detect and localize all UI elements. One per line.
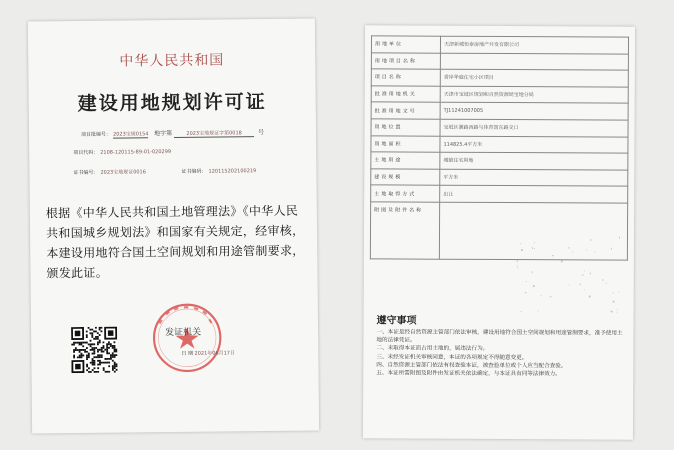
table-row	[371, 169, 628, 187]
speckle	[533, 285, 535, 287]
certificate-title: 建设用地规划许可证	[77, 91, 267, 115]
notice-item: 二、未取得本证而占用土地的，属违法行为。	[376, 345, 489, 353]
issue-date-label: 日 期	[181, 350, 193, 357]
row-label: 用地位置	[371, 119, 440, 136]
issue-date-value: 2021年06月17日	[194, 350, 236, 357]
row-value: 出让	[440, 186, 628, 204]
speckle	[589, 296, 590, 297]
speckle	[550, 296, 551, 297]
speckle	[521, 249, 523, 251]
issue-date-row	[181, 349, 235, 357]
cert-code-value: 120115202100219	[208, 168, 257, 175]
cert-number-label: 证书编号：	[73, 169, 99, 177]
notice-item: 三、未经发证机关审核同意，本证的各项规定不得随意变更。	[376, 353, 528, 361]
speckle	[602, 279, 603, 280]
land-label: 地字第	[154, 130, 173, 138]
speckle	[616, 312, 617, 313]
speckle	[520, 243, 521, 244]
notice-item: 一、本证是经自然资源主管部门依法审核，建设用地符合国土空间规划和用途管制要求，准予使用土地的法律凭证。	[376, 329, 623, 344]
row-label: 批准用地文号	[371, 102, 440, 119]
speckle	[580, 284, 582, 286]
row-value: 平方米	[440, 169, 628, 187]
qr-code-icon	[71, 327, 117, 373]
speckle	[613, 292, 614, 293]
row-label: 土地用途	[371, 152, 440, 169]
project-number-value: 2023宝规0154	[113, 131, 149, 138]
row-value: 城镇住宅用地	[440, 152, 628, 170]
row-value: TJ11241007005	[440, 103, 628, 121]
row-label: 批准用地机关	[371, 86, 440, 103]
speckle	[611, 311, 613, 313]
speckle	[568, 284, 570, 286]
certificate-back-page	[363, 25, 635, 439]
country-name: 中华人民共和国	[119, 52, 225, 70]
speckle	[590, 273, 591, 274]
speckle	[521, 311, 522, 312]
table-row	[371, 52, 628, 70]
speckle	[568, 247, 569, 248]
project-number-row	[81, 127, 266, 139]
row-label: 用地项目名称	[371, 52, 440, 69]
notice-item: 四、自然资源主管部门依法有权查验本证，被查验单位或个人应当配合查验。	[376, 362, 567, 370]
notice-list	[376, 328, 624, 379]
speckle	[541, 295, 542, 296]
speckle	[525, 292, 526, 293]
speckle	[583, 289, 584, 290]
certificate-body-text: 根据《中华人民共和国土地管理法》《中华人民共和国城乡规划法》和国家有关规定，经审核，本建设用地符合国土空间规划和用途管制要求，颁发此证。	[45, 203, 305, 281]
cert-code-label: 证书编码：	[181, 168, 207, 175]
project-code-label: 项目代码：	[73, 149, 99, 157]
row-value	[440, 53, 628, 71]
project-code-value: 2108-120115-89-01-020299	[100, 149, 172, 156]
row-value: 天津新城恒泰房地产开发有限公司	[440, 36, 628, 54]
table-row	[371, 36, 628, 54]
speckle	[517, 260, 518, 261]
notice-title: 遵守事项	[376, 315, 417, 327]
table-row	[371, 185, 628, 203]
row-value: 宝坻区潮路西路与体育馆东路交口	[440, 119, 628, 137]
table-row	[371, 119, 628, 137]
table-row	[371, 102, 628, 120]
row-value: 天津市宝坻区规划和自然资源局宝地分局	[440, 86, 628, 104]
table-row	[370, 202, 627, 260]
cert-number-value: 2023宝地规证0016	[100, 169, 146, 176]
speckle	[516, 267, 517, 268]
speckle	[526, 281, 527, 282]
row-label: 项目名称	[371, 69, 440, 86]
speckle	[613, 301, 614, 302]
speckle	[618, 291, 619, 292]
table-row	[371, 86, 628, 104]
notice-item: 五、本证所需附图及附件由发证机关依法确定，与本证具有同等法律效力。	[376, 370, 561, 378]
table-row	[371, 69, 628, 87]
row-label: 建设规模	[371, 169, 440, 186]
speckle	[517, 265, 518, 266]
table-row	[371, 152, 628, 170]
speckle	[531, 271, 533, 273]
issuer-label: 发证机关	[165, 327, 202, 339]
row-value	[439, 202, 627, 260]
project-code-row	[73, 148, 171, 156]
row-label: 用地面积	[371, 135, 440, 152]
speckle	[561, 260, 563, 262]
project-number-label: 项目批编号：	[81, 131, 112, 138]
speckle	[582, 274, 583, 275]
land-info-table	[370, 35, 629, 260]
row-label: 附图及附件名称	[370, 202, 439, 259]
row-label: 用地单位	[371, 36, 440, 53]
row-label: 土地取得方式	[371, 185, 440, 202]
land-number-value: 2023宝地规证字第0018	[174, 129, 254, 138]
row-value: 香岸华庭住宅小区项目	[440, 69, 628, 87]
land-number-suffix: 号	[258, 129, 265, 137]
speckle	[606, 283, 607, 284]
speckle	[617, 309, 618, 310]
cert-number-row	[73, 167, 256, 176]
table-row	[371, 135, 628, 153]
row-value: 114825.4平方米	[440, 136, 628, 154]
speckle	[552, 255, 554, 257]
certificate-front-page	[28, 19, 319, 434]
speckle	[584, 271, 585, 272]
speckle	[537, 310, 538, 311]
